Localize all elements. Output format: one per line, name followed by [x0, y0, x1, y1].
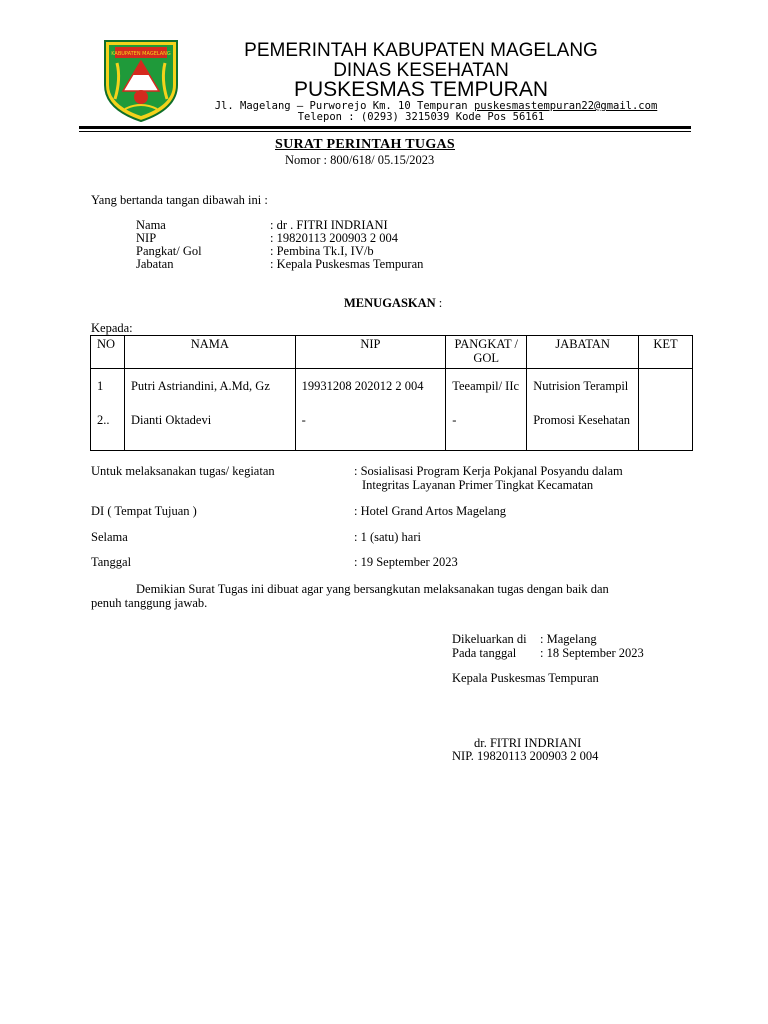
address-text: Jl. Magelang – Purworejo Km. 10 Tempuran	[214, 100, 468, 112]
header-nip: NIP	[295, 336, 446, 369]
cell-nip: 19931208 202012 2 004	[295, 368, 446, 410]
cell-jabatan: Promosi Kesehatan	[527, 410, 639, 451]
kabupaten-magelang-logo	[101, 39, 181, 123]
signer-pangkat-value: : Pembina Tk.I, IV/b	[270, 244, 374, 258]
kop-phone: Telepon : (0293) 3215039 Kode Pos 56161	[297, 111, 545, 123]
cell-no: 2..	[91, 410, 125, 451]
dikeluarkan-label: Dikeluarkan di	[452, 632, 527, 646]
menugaskan-heading	[344, 296, 442, 311]
logo-text: KABUPATEN MAGELANG	[111, 51, 171, 57]
detail-selama-value: : 1 (satu) hari	[354, 530, 421, 544]
detail-tempat-label: DI ( Tempat Tujuan )	[91, 504, 197, 518]
header-jabatan: JABATAN	[527, 336, 639, 369]
letterhead-rule-thin	[79, 131, 691, 132]
document-number: Nomor : 800/618/ 05.15/2023	[285, 153, 435, 167]
cell-ket	[639, 368, 693, 410]
signer-nip-value: : 19820113 200903 2 004	[270, 231, 399, 245]
cell-no: 1	[91, 368, 125, 410]
signer-title: Kepala Puskesmas Tempuran	[452, 671, 599, 685]
assignment-table	[90, 335, 693, 451]
signer-nama-label: Nama	[136, 218, 166, 232]
table-header-row	[91, 336, 693, 369]
kop-line-3: PUSKESMAS TEMPURAN	[294, 78, 548, 101]
table-row	[91, 368, 693, 410]
header-ket: KET	[639, 336, 693, 369]
cell-nama: Putri Astriandini, A.Md, Gz	[124, 368, 295, 410]
dikeluarkan-value: : Magelang	[540, 632, 597, 646]
menugaskan-colon: :	[435, 296, 443, 310]
header-pangkat: PANGKAT / GOL	[446, 336, 527, 369]
cell-nama: Dianti Oktadevi	[124, 410, 295, 451]
closing-paragraph: Demikian Surat Tugas ini dibuat agar yang bersangkutan melaksanakan tugas dengan baik dan	[136, 582, 609, 596]
cell-nip: -	[295, 410, 446, 451]
kop-line-1: PEMERINTAH KABUPATEN MAGELANG	[244, 40, 598, 61]
signer-name: dr. FITRI INDRIANI	[474, 736, 582, 750]
intro-text: Yang bertanda tangan dibawah ini :	[91, 193, 268, 207]
closing-paragraph-2: penuh tanggung jawab.	[91, 596, 208, 610]
header-no: NO	[91, 336, 125, 369]
detail-selama-label: Selama	[91, 530, 128, 544]
pada-tanggal-value: : 18 September 2023	[540, 646, 644, 660]
document-title: SURAT PERINTAH TUGAS	[275, 137, 456, 152]
email-link[interactable]: puskesmastempuran22@gmail.com	[473, 100, 658, 112]
signer-nip-label: NIP	[136, 231, 157, 245]
cell-pangkat: -	[446, 410, 527, 451]
signer-nip: NIP. 19820113 200903 2 004	[452, 749, 599, 763]
signer-jabatan-value: : Kepala Puskesmas Tempuran	[270, 257, 424, 271]
detail-tanggal-label: Tanggal	[91, 555, 132, 569]
signer-jabatan-label: Jabatan	[136, 257, 174, 271]
detail-kegiatan-value: : Sosialisasi Program Kerja Pokjanal Posyandu dalam	[354, 464, 623, 478]
signer-nama-value: : dr . FITRI INDRIANI	[270, 218, 388, 232]
kop-line-2: DINAS KESEHATAN	[333, 60, 509, 81]
kepada-label: Kepada:	[91, 321, 133, 335]
table-row	[91, 410, 693, 451]
detail-kegiatan-value-2: Integritas Layanan Primer Tingkat Kecamatan	[362, 478, 594, 492]
detail-tanggal-value: : 19 September 2023	[354, 555, 458, 569]
cell-ket	[639, 410, 693, 451]
menugaskan-label: MENUGASKAN	[344, 296, 436, 310]
letterhead-rule-thick	[79, 126, 691, 129]
header-nama: NAMA	[124, 336, 295, 369]
cell-pangkat: Teeampil/ IIc	[446, 368, 527, 410]
cell-jabatan: Nutrision Terampil	[527, 368, 639, 410]
pada-tanggal-label: Pada tanggal	[452, 646, 517, 660]
signer-pangkat-label: Pangkat/ Gol	[136, 244, 202, 258]
detail-tempat-value: : Hotel Grand Artos Magelang	[354, 504, 507, 518]
detail-kegiatan-label: Untuk melaksanakan tugas/ kegiatan	[91, 464, 275, 478]
